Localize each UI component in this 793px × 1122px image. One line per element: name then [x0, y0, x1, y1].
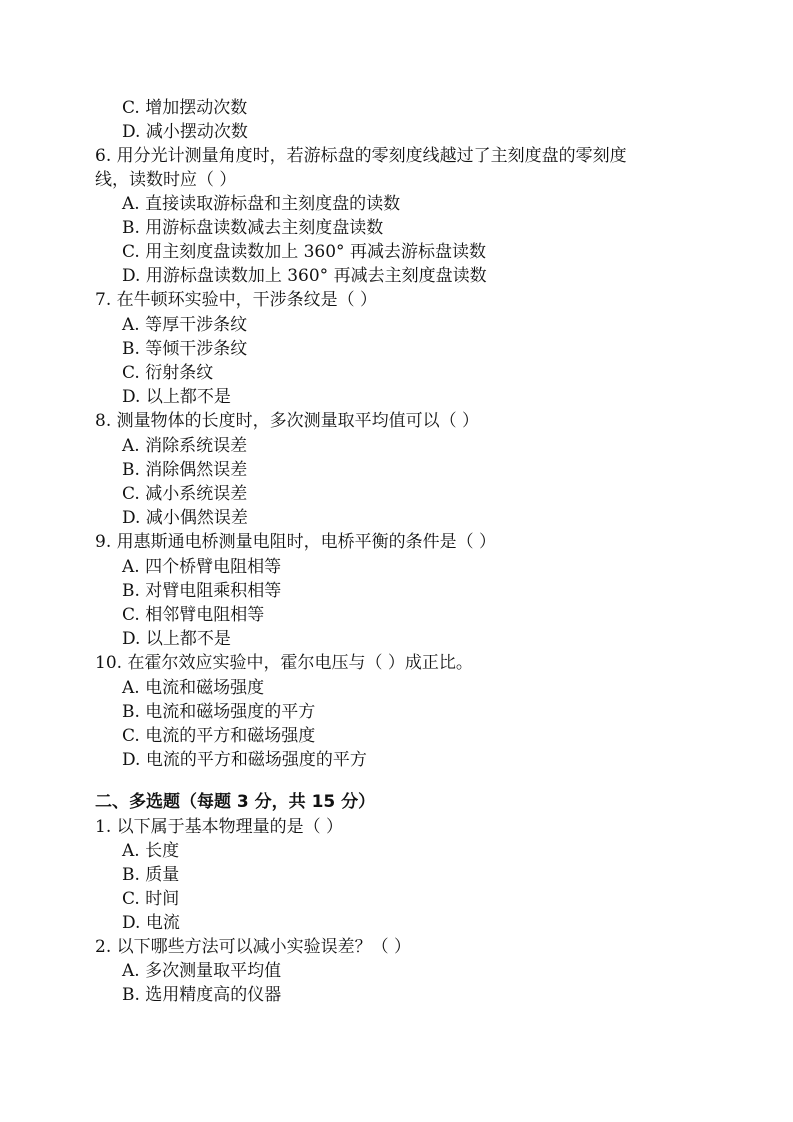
option-c-m1: C. 时间 — [122, 889, 180, 909]
question-m2: 2. 以下哪些方法可以减小实验误差？（ ） — [95, 937, 412, 957]
option-b-q8: B. 消除偶然误差 — [122, 460, 248, 480]
section-heading-multiple-choice: 二、多选题（每题 3 分，共 15 分） — [95, 792, 376, 812]
option-a-q7: A. 等厚干涉条纹 — [122, 315, 248, 335]
option-d-q8: D. 减小偶然误差 — [122, 508, 248, 528]
option-a-q10: A. 电流和磁场强度 — [122, 678, 265, 698]
question-m1: 1. 以下属于基本物理量的是（ ） — [95, 817, 344, 837]
option-b-q7: B. 等倾干涉条纹 — [122, 339, 248, 359]
question-8: 8. 测量物体的长度时，多次测量取平均值可以（ ） — [95, 411, 480, 431]
option-b-m1: B. 质量 — [122, 865, 180, 885]
question-6-continued: 线，读数时应（ ） — [95, 170, 237, 190]
option-a-q9: A. 四个桥臂电阻相等 — [122, 557, 282, 577]
option-d-q7: D. 以上都不是 — [122, 387, 231, 407]
option-a-m2: A. 多次测量取平均值 — [122, 961, 282, 981]
question-10: 10. 在霍尔效应实验中，霍尔电压与（ ）成正比。 — [95, 653, 473, 673]
option-c-q8: C. 减小系统误差 — [122, 484, 248, 504]
option-b-q6: B. 用游标盘读数减去主刻度盘读数 — [122, 218, 384, 238]
option-b-m2: B. 选用精度高的仪器 — [122, 985, 282, 1005]
question-7: 7. 在牛顿环实验中，干涉条纹是（ ） — [95, 290, 378, 310]
option-d-q9: D. 以上都不是 — [122, 629, 231, 649]
option-d-m1: D. 电流 — [122, 913, 180, 933]
option-b-q10: B. 电流和磁场强度的平方 — [122, 702, 316, 722]
option-c-q9: C. 相邻臂电阻相等 — [122, 605, 265, 625]
option-c-q5: C. 增加摆动次数 — [122, 98, 248, 118]
question-9: 9. 用惠斯通电桥测量电阻时，电桥平衡的条件是（ ） — [95, 532, 497, 552]
option-d-q10: D. 电流的平方和磁场强度的平方 — [122, 750, 367, 770]
option-d-q6: D. 用游标盘读数加上 360° 再减去主刻度盘读数 — [122, 266, 487, 286]
option-b-q9: B. 对臂电阻乘积相等 — [122, 581, 282, 601]
option-d-q5: D. 减小摆动次数 — [122, 122, 248, 142]
option-a-q8: A. 消除系统误差 — [122, 436, 248, 456]
option-a-m1: A. 长度 — [122, 841, 180, 861]
question-6: 6. 用分光计测量角度时，若游标盘的零刻度线越过了主刻度盘的零刻度 — [95, 146, 627, 166]
option-a-q6: A. 直接读取游标盘和主刻度盘的读数 — [122, 194, 401, 214]
option-c-q10: C. 电流的平方和磁场强度 — [122, 726, 316, 746]
option-c-q7: C. 衍射条纹 — [122, 363, 214, 383]
option-c-q6: C. 用主刻度盘读数加上 360° 再减去游标盘读数 — [122, 242, 486, 262]
